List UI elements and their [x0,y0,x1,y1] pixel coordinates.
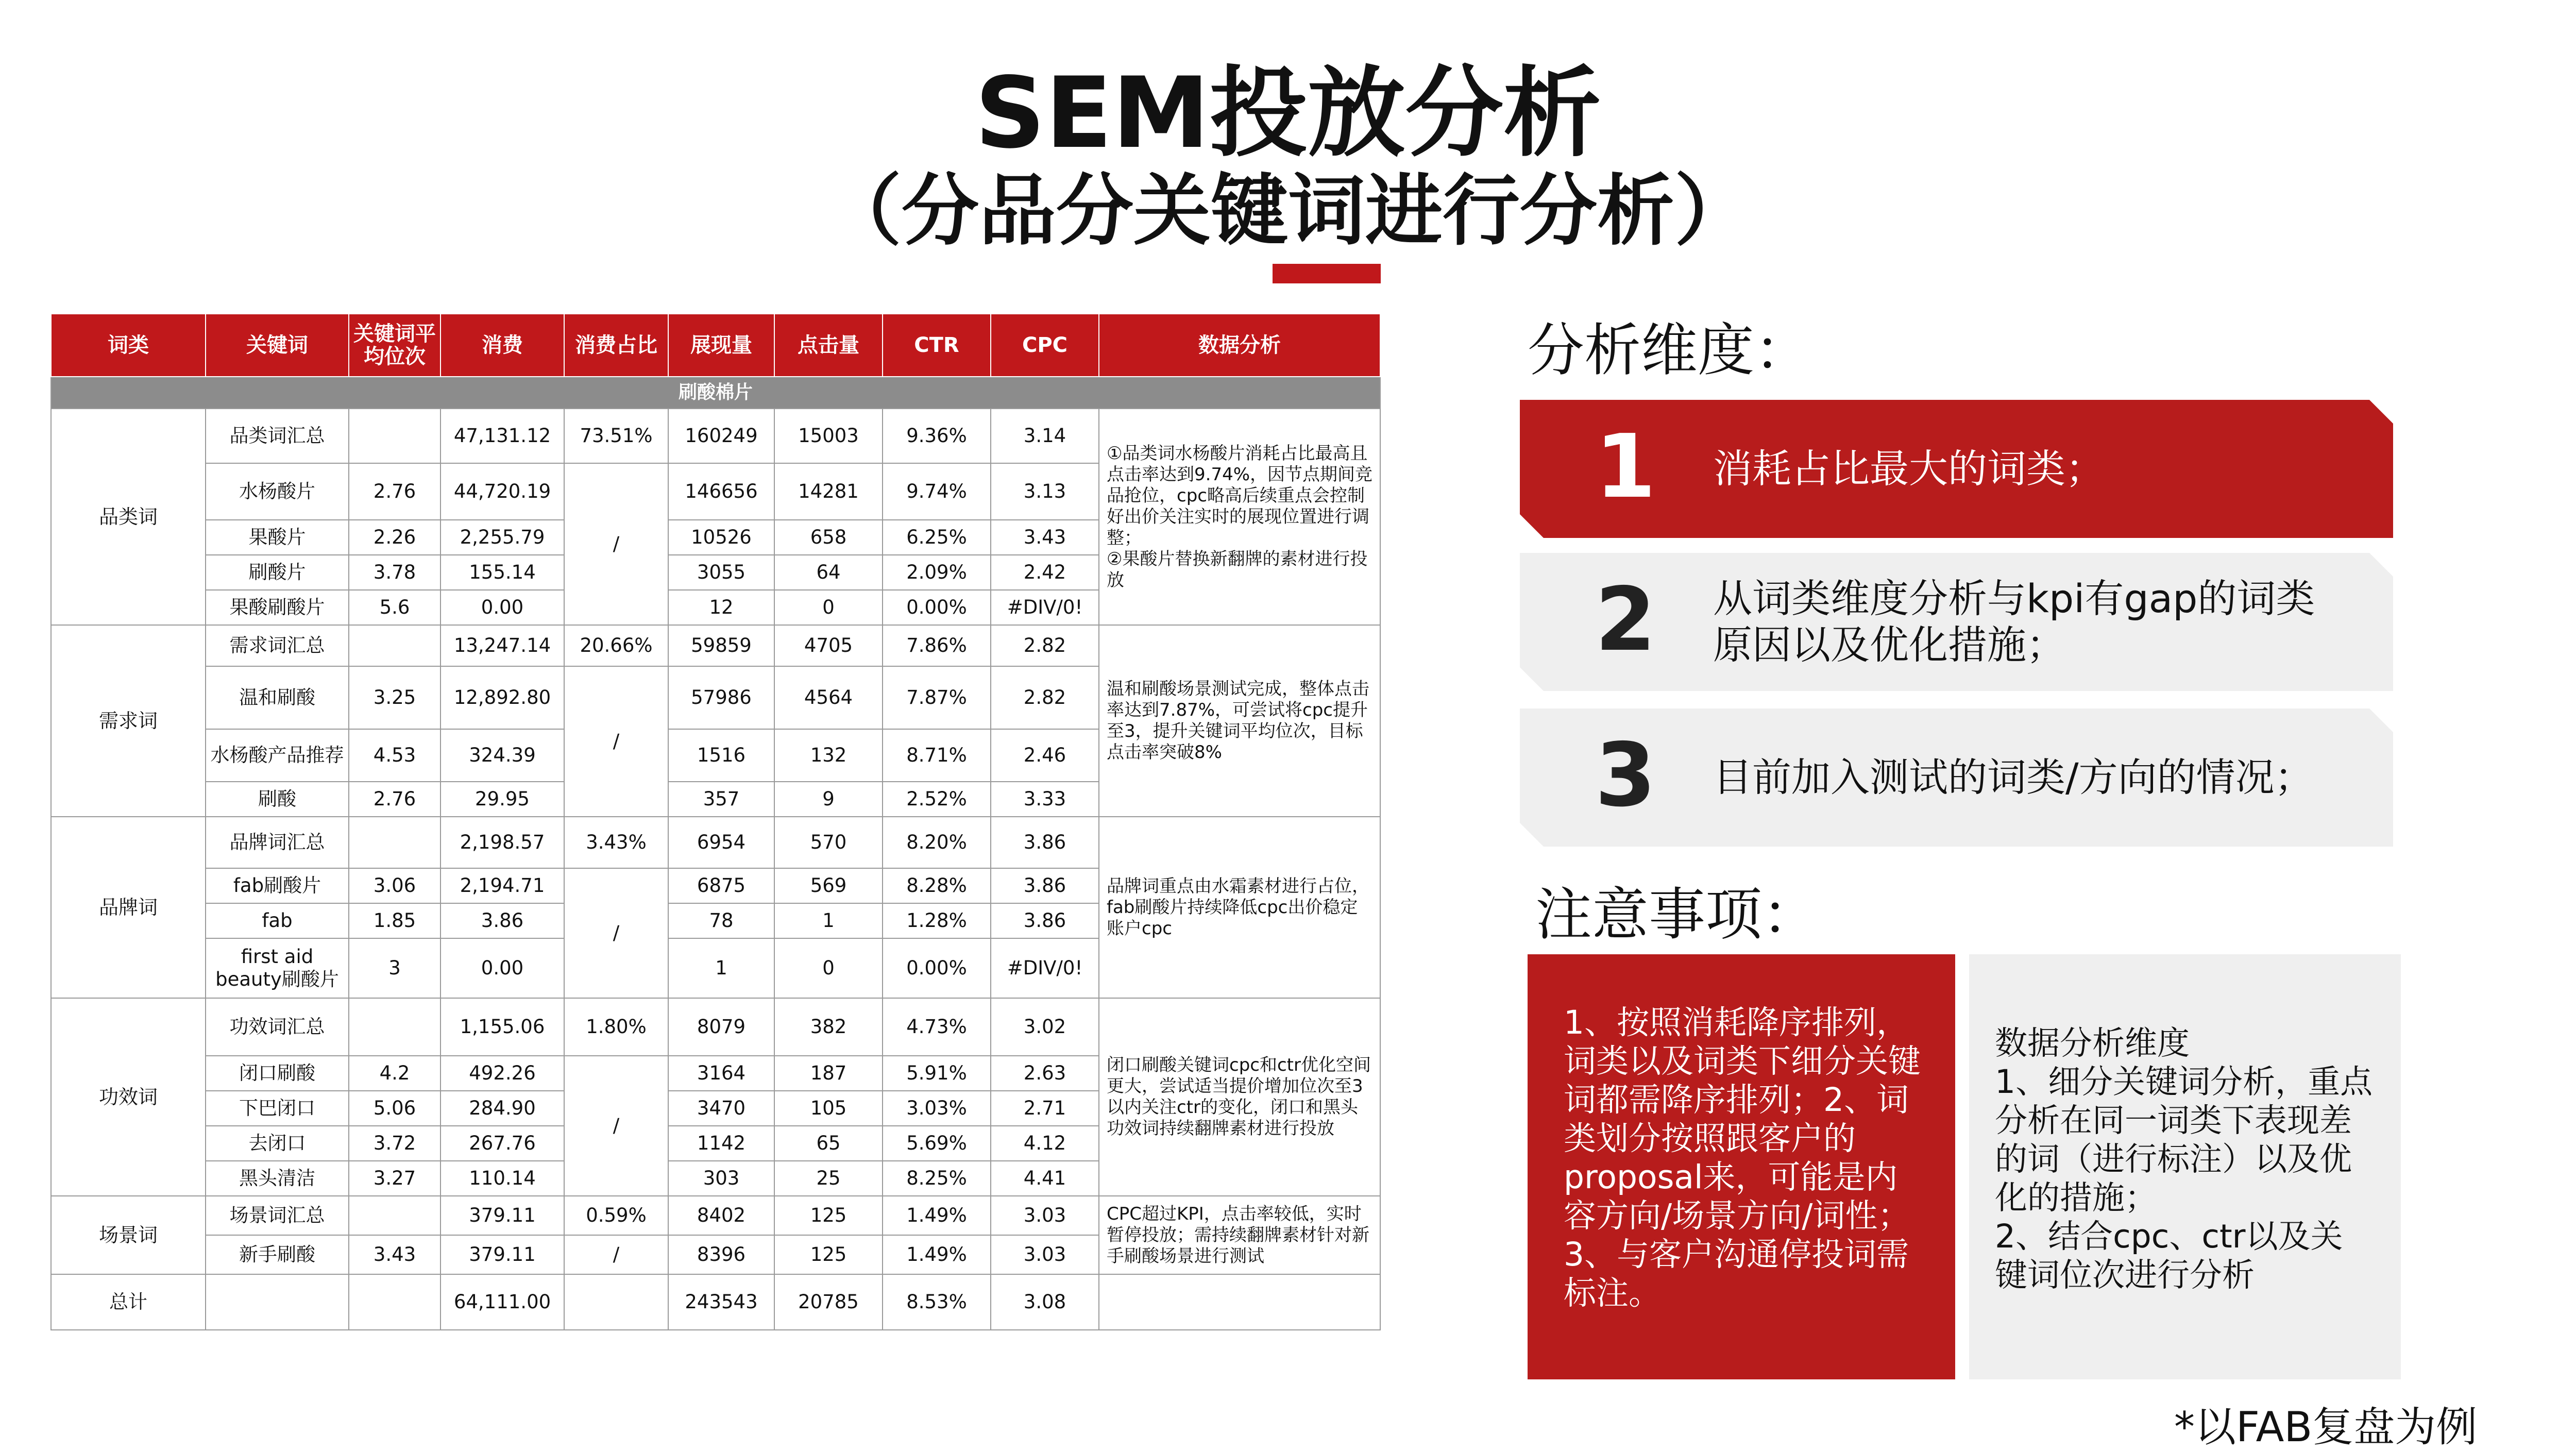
rank-cell: 2.76 [349,782,440,817]
impressions-cell: 12 [668,590,774,625]
impressions-cell: 8396 [668,1235,774,1274]
total-impressions-cell: 243543 [668,1274,774,1330]
spend-cell: 324.39 [440,729,564,782]
rank-cell: 5.06 [349,1091,440,1126]
keyword-cell: 功效词汇总 [206,998,349,1056]
empty-cell [349,1274,440,1330]
spend-cell: 155.14 [440,555,564,590]
category-cell: 需求词 [51,625,206,817]
table-total-row [51,1274,1380,1330]
share-cell: 73.51% [564,409,668,463]
category-cell: 场景词 [51,1196,206,1274]
category-cell: 品牌词 [51,817,206,998]
keyword-cell: 水杨酸片 [206,463,349,520]
dimensions-label: 分析维度： [1528,317,1811,383]
corner-cut [2369,708,2393,732]
impressions-cell: 8402 [668,1196,774,1235]
clicks-cell: 0 [774,938,883,998]
impressions-cell: 3164 [668,1056,774,1091]
impressions-cell: 1142 [668,1126,774,1161]
table-row [51,409,1380,463]
rank-cell: 5.6 [349,590,440,625]
clicks-cell: 25 [774,1161,883,1196]
impressions-cell: 303 [668,1161,774,1196]
column-header: 展现量 [668,314,774,377]
total-label-cell: 总计 [51,1274,206,1330]
impressions-cell: 146656 [668,463,774,520]
cpc-cell: 3.86 [991,903,1099,938]
rank-cell: 3.72 [349,1126,440,1161]
ctr-cell: 9.36% [883,409,991,463]
analysis-note-cell: CPC超过KPI，点击率较低，实时暂停投放；需持续翻牌素材针对新手刷酸场景进行测试 [1099,1196,1380,1274]
clicks-cell: 105 [774,1091,883,1126]
total-cpc-cell: 3.08 [991,1274,1099,1330]
clicks-cell: 4705 [774,625,883,666]
share-cell: / [564,1235,668,1274]
total-clicks-cell: 20785 [774,1274,883,1330]
cpc-cell: 3.86 [991,868,1099,903]
page-subtitle: （分品分关键词进行分析） [824,166,1752,256]
keyword-cell: 黑头清洁 [206,1161,349,1196]
clicks-cell: 14281 [774,463,883,520]
rank-cell: 3.78 [349,555,440,590]
spend-cell: 2,198.57 [440,817,564,868]
spend-cell: 0.00 [440,590,564,625]
page-title: SEM投放分析 [975,56,1601,170]
table-row [51,1196,1380,1235]
clicks-cell: 132 [774,729,883,782]
clicks-cell: 0 [774,590,883,625]
corner-cut [1520,514,1544,538]
analysis-note-cell: 品牌词重点由水霜素材进行占位，fab刷酸片持续降低cpc出价稳定账户cpc [1099,817,1380,998]
cpc-cell: 4.12 [991,1126,1099,1161]
table-sub-header-row [51,377,1380,409]
rank-cell [349,1196,440,1235]
dimension-text: 目前加入测试的词类/方向的情况； [1713,754,2314,800]
impressions-cell: 78 [668,903,774,938]
ctr-cell: 9.74% [883,463,991,520]
ctr-cell: 7.87% [883,666,991,729]
ctr-cell: 8.20% [883,817,991,868]
keyword-cell: 水杨酸产品推荐 [206,729,349,782]
spend-cell: 2,255.79 [440,520,564,555]
dimension-item-1 [1520,400,2393,538]
rank-cell: 1.85 [349,903,440,938]
cpc-cell: 3.03 [991,1235,1099,1274]
keyword-cell: 温和刷酸 [206,666,349,729]
ctr-cell: 1.28% [883,903,991,938]
cpc-cell: 2.42 [991,555,1099,590]
corner-cut [2369,553,2393,577]
rank-cell: 3 [349,938,440,998]
clicks-cell: 15003 [774,409,883,463]
ctr-cell: 2.09% [883,555,991,590]
share-cell: 3.43% [564,817,668,868]
keyword-cell: 场景词汇总 [206,1196,349,1235]
keyword-cell: 去闭口 [206,1126,349,1161]
rank-cell: 2.76 [349,463,440,520]
ctr-cell: 1.49% [883,1196,991,1235]
cpc-cell: 3.86 [991,817,1099,868]
category-cell: 品类词 [51,409,206,625]
rank-cell: 3.27 [349,1161,440,1196]
cpc-cell: 2.82 [991,625,1099,666]
spend-cell: 379.11 [440,1235,564,1274]
dimension-item-3 [1520,708,2393,847]
spend-cell: 1,155.06 [440,998,564,1056]
spend-cell: 13,247.14 [440,625,564,666]
keyword-cell: 品牌词汇总 [206,817,349,868]
rank-cell [349,998,440,1056]
rank-cell: 3.06 [349,868,440,903]
column-header: CPC [991,314,1099,377]
dimension-number: 2 [1595,569,1656,671]
ctr-cell: 8.28% [883,868,991,903]
clicks-cell: 382 [774,998,883,1056]
rank-cell: 4.53 [349,729,440,782]
footnote: *以FAB复盘为例 [2174,1403,2478,1451]
column-header: 词类 [51,314,206,377]
notes-red-box: 1、按照消耗降序排列，词类以及词类下细分关键词都需降序排列；2、词类划分按照跟客户的proposal来，可能是内容方向/场景方向/词性； 3、与客户沟通停投词需标注。 [1528,954,1955,1379]
empty-cell [564,1274,668,1330]
spend-cell: 492.26 [440,1056,564,1091]
cpc-cell: 3.13 [991,463,1099,520]
share-cell: / [564,463,668,625]
dimension-number: 3 [1595,724,1656,826]
share-cell: 0.59% [564,1196,668,1235]
share-cell: / [564,1056,668,1196]
ctr-cell: 4.73% [883,998,991,1056]
ctr-cell: 0.00% [883,590,991,625]
cpc-cell: 4.41 [991,1161,1099,1196]
spend-cell: 3.86 [440,903,564,938]
ctr-cell: 8.71% [883,729,991,782]
corner-cut [1520,667,1544,691]
ctr-cell: 3.03% [883,1091,991,1126]
impressions-cell: 3470 [668,1091,774,1126]
ctr-cell: 5.69% [883,1126,991,1161]
spend-cell: 379.11 [440,1196,564,1235]
empty-cell [206,1274,349,1330]
impressions-cell: 160249 [668,409,774,463]
share-cell: 20.66% [564,625,668,666]
clicks-cell: 65 [774,1126,883,1161]
column-header: CTR [883,314,991,377]
sub-header-cell: 刷酸棉片 [51,377,1380,409]
cpc-cell: 2.71 [991,1091,1099,1126]
clicks-cell: 1 [774,903,883,938]
clicks-cell: 570 [774,817,883,868]
cpc-cell: 3.33 [991,782,1099,817]
analysis-note-cell: 闭口刷酸关键词cpc和ctr优化空间更大，尝试适当提价增加位次至3以内关注ctr的变化，闭口和黑头功效词持续翻牌素材进行投放 [1099,998,1380,1196]
spend-cell: 12,892.80 [440,666,564,729]
table-row [51,998,1380,1056]
spend-cell: 110.14 [440,1161,564,1196]
rank-cell: 3.25 [349,666,440,729]
impressions-cell: 1516 [668,729,774,782]
keyword-cell: 下巴闭口 [206,1091,349,1126]
share-cell: / [564,868,668,998]
clicks-cell: 125 [774,1196,883,1235]
dimension-item-2 [1520,553,2393,691]
clicks-cell: 658 [774,520,883,555]
keyword-cell: 刷酸 [206,782,349,817]
dimension-number: 1 [1595,416,1656,518]
category-cell: 功效词 [51,998,206,1196]
keyword-cell: 果酸刷酸片 [206,590,349,625]
cpc-cell: 2.46 [991,729,1099,782]
table-header-row [51,314,1380,377]
keyword-cell: 刷酸片 [206,555,349,590]
title-underline [1273,264,1381,283]
rank-cell: 2.26 [349,520,440,555]
clicks-cell: 9 [774,782,883,817]
notes-label: 注意事项： [1535,882,1819,948]
column-header: 关键词 [206,314,349,377]
spend-cell: 29.95 [440,782,564,817]
total-ctr-cell: 8.53% [883,1274,991,1330]
total-spend-cell: 64,111.00 [440,1274,564,1330]
corner-cut [2369,400,2393,424]
cpc-cell: #DIV/0! [991,590,1099,625]
cpc-cell: 3.03 [991,1196,1099,1235]
rank-cell: 3.43 [349,1235,440,1274]
dimension-text: 消耗占比最大的词类； [1713,446,2105,492]
impressions-cell: 6875 [668,868,774,903]
cpc-cell: 3.02 [991,998,1099,1056]
notes-grey-box: 数据分析维度 1、细分关键词分析，重点分析在同一词类下表现差的词（进行标注）以及优化的措施； 2、结合cpc、ctr以及关键词位次进行分析 [1969,954,2401,1379]
table-row [51,625,1380,666]
clicks-cell: 569 [774,868,883,903]
ctr-cell: 8.25% [883,1161,991,1196]
analysis-note-cell: 温和刷酸场景测试完成，整体点击率达到7.87%，可尝试将cpc提升至3，提升关键词平均位次，目标点击率突破8% [1099,625,1380,817]
spend-cell: 284.90 [440,1091,564,1126]
clicks-cell: 187 [774,1056,883,1091]
cpc-cell: 3.14 [991,409,1099,463]
impressions-cell: 8079 [668,998,774,1056]
spend-cell: 2,194.71 [440,868,564,903]
dimension-text: 从词类维度分析与kpi有gap的词类原因以及优化措施； [1713,576,2315,668]
clicks-cell: 64 [774,555,883,590]
impressions-cell: 10526 [668,520,774,555]
ctr-cell: 0.00% [883,938,991,998]
table-row [51,817,1380,868]
cpc-cell: #DIV/0! [991,938,1099,998]
corner-cut [1520,823,1544,847]
column-header: 点击量 [774,314,883,377]
ctr-cell: 7.86% [883,625,991,666]
keyword-cell: 新手刷酸 [206,1235,349,1274]
empty-cell [1099,1274,1380,1330]
impressions-cell: 1 [668,938,774,998]
impressions-cell: 3055 [668,555,774,590]
rank-cell [349,625,440,666]
spend-cell: 267.76 [440,1126,564,1161]
impressions-cell: 357 [668,782,774,817]
column-header: 消费 [440,314,564,377]
ctr-cell: 1.49% [883,1235,991,1274]
keyword-cell: 果酸片 [206,520,349,555]
rank-cell: 4.2 [349,1056,440,1091]
cpc-cell: 3.43 [991,520,1099,555]
column-header: 关键词平均位次 [349,314,440,377]
keyword-cell: first aid beauty刷酸片 [206,938,349,998]
spend-cell: 44,720.19 [440,463,564,520]
rank-cell [349,817,440,868]
share-cell: 1.80% [564,998,668,1056]
column-header: 数据分析 [1099,314,1380,377]
share-cell: / [564,666,668,817]
sem-data-table [50,313,1381,1330]
spend-cell: 47,131.12 [440,409,564,463]
cpc-cell: 2.82 [991,666,1099,729]
keyword-cell: 闭口刷酸 [206,1056,349,1091]
ctr-cell: 6.25% [883,520,991,555]
rank-cell [349,409,440,463]
ctr-cell: 5.91% [883,1056,991,1091]
impressions-cell: 6954 [668,817,774,868]
keyword-cell: 品类词汇总 [206,409,349,463]
keyword-cell: 需求词汇总 [206,625,349,666]
spend-cell: 0.00 [440,938,564,998]
clicks-cell: 125 [774,1235,883,1274]
analysis-note-cell: ①品类词水杨酸片消耗占比最高且点击率达到9.74%，因节点期间竞品抢位，cpc略高后续重点会控制好出价关注实时的展现位置进行调整； ②果酸片替换新翻牌的素材进行投放 [1099,409,1380,625]
column-header: 消费占比 [564,314,668,377]
impressions-cell: 57986 [668,666,774,729]
keyword-cell: fab刷酸片 [206,868,349,903]
keyword-cell: fab [206,903,349,938]
clicks-cell: 4564 [774,666,883,729]
ctr-cell: 2.52% [883,782,991,817]
impressions-cell: 59859 [668,625,774,666]
cpc-cell: 2.63 [991,1056,1099,1091]
